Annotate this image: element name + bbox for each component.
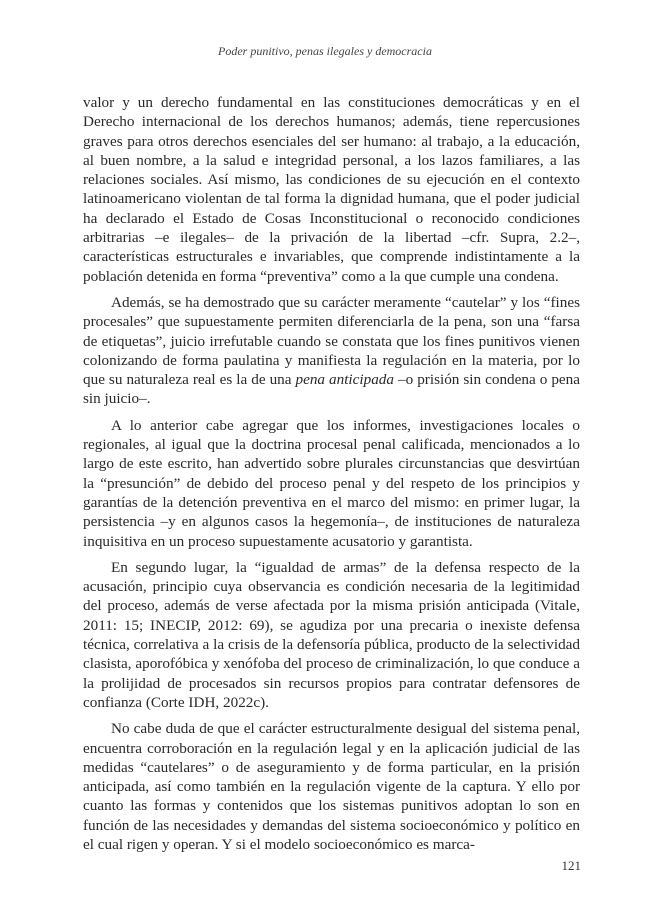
paragraph-2 — [83, 293, 580, 409]
body-text — [83, 93, 580, 861]
paragraph-2-emphasis: pena anticipada — [295, 371, 394, 389]
running-header: Poder punitivo, penas ilegales y democracia — [218, 44, 432, 58]
paragraph-2-text-end: –o prisión sin condena o pena sin juicio–. — [83, 371, 580, 408]
paragraph-2-text: Además, se ha demostrado que su carácter meramente “cautelar” y los “fines procesales” que supuestamente permiten diferenciarla de la pena, son una “farsa de etiquetas”, juicio irrefutable cuando se constata que los fines punitivos vienen colonizando de forma paulatina y manifiesta la regulación en la materia, por lo que su naturaleza real es la de una — [83, 293, 580, 389]
paragraph-4: En segundo lugar, la “igualdad de armas” de la defensa respecto de la acusación, principio cuya observancia es condición necesaria de la legitimidad del proceso, además de verse afectada por la misma prisión anticipada (Vitale, 2011: 15; INECIP, 2012: 69), se agudiza por una precaria o inexiste defensa técnica, correlativa a la crisis de la defensoría pública, producto de la selectividad clasista, aporofóbica y xenófoba del proceso de criminalización, lo que conduce a la prolijidad de procesados sin recursos propios para contratar defensores de confianza (Corte IDH, 2022c). — [83, 558, 580, 711]
page-number: 121 — [561, 858, 581, 873]
paragraph-5: No cabe duda de que el carácter estructuralmente desigual del sistema penal, encuentra corroboración en la regulación legal y en la aplicación judicial de las medidas “cautelares” o de aseguramiento y de forma particular, en la prisión anticipada, así como también en la regulación vigente de la captura. Y ello por cuanto las formas y contenidos que los sistemas punitivos adoptan lo son en función de las necesidades y demandas del sistema socioeconómico y político en el cual rigen y operan. Y si el modelo socioeconómico es marca- — [83, 720, 580, 853]
paragraph-1: valor y un derecho fundamental en las constituciones democráticas y en el Derecho internacional de los derechos humanos; además, tiene repercusiones graves para otros derechos esenciales del ser humano: al trabajo, a la educación, al buen nombre, a la salud e integridad personal, a los lazos familiares, a las relaciones sociales. Así mismo, las condiciones de su ejecución en el contexto latinoamericano violentan de tal forma la dignidad humana, que el poder judicial ha declarado el Estado de Cosas Inconstitucional o reconocido condiciones arbitrarias –e ilegales– de la privación de la libertad –cfr. Supra, 2.2–, características estructurales e invariables, que comprende indistintamente a la población detenida en forma “preventiva” como a la que cumple una condena. — [83, 94, 580, 285]
paragraph-3: A lo anterior cabe agregar que los informes, investigaciones locales o regionales, al igual que la doctrina procesal penal calificada, mencionados a lo largo de este escrito, han advertido sobre plurales circunstancias que desvirtúan la “presunción” de debido del proceso penal y del respeto de los principios y garantías de la detención preventiva en el marco del mismo: en primer lugar, la persistencia –y en algunos casos la hegemonía–, de instituciones de naturaleza inquisitiva en un proceso supuestamente acusatorio y garantista. — [83, 416, 580, 550]
